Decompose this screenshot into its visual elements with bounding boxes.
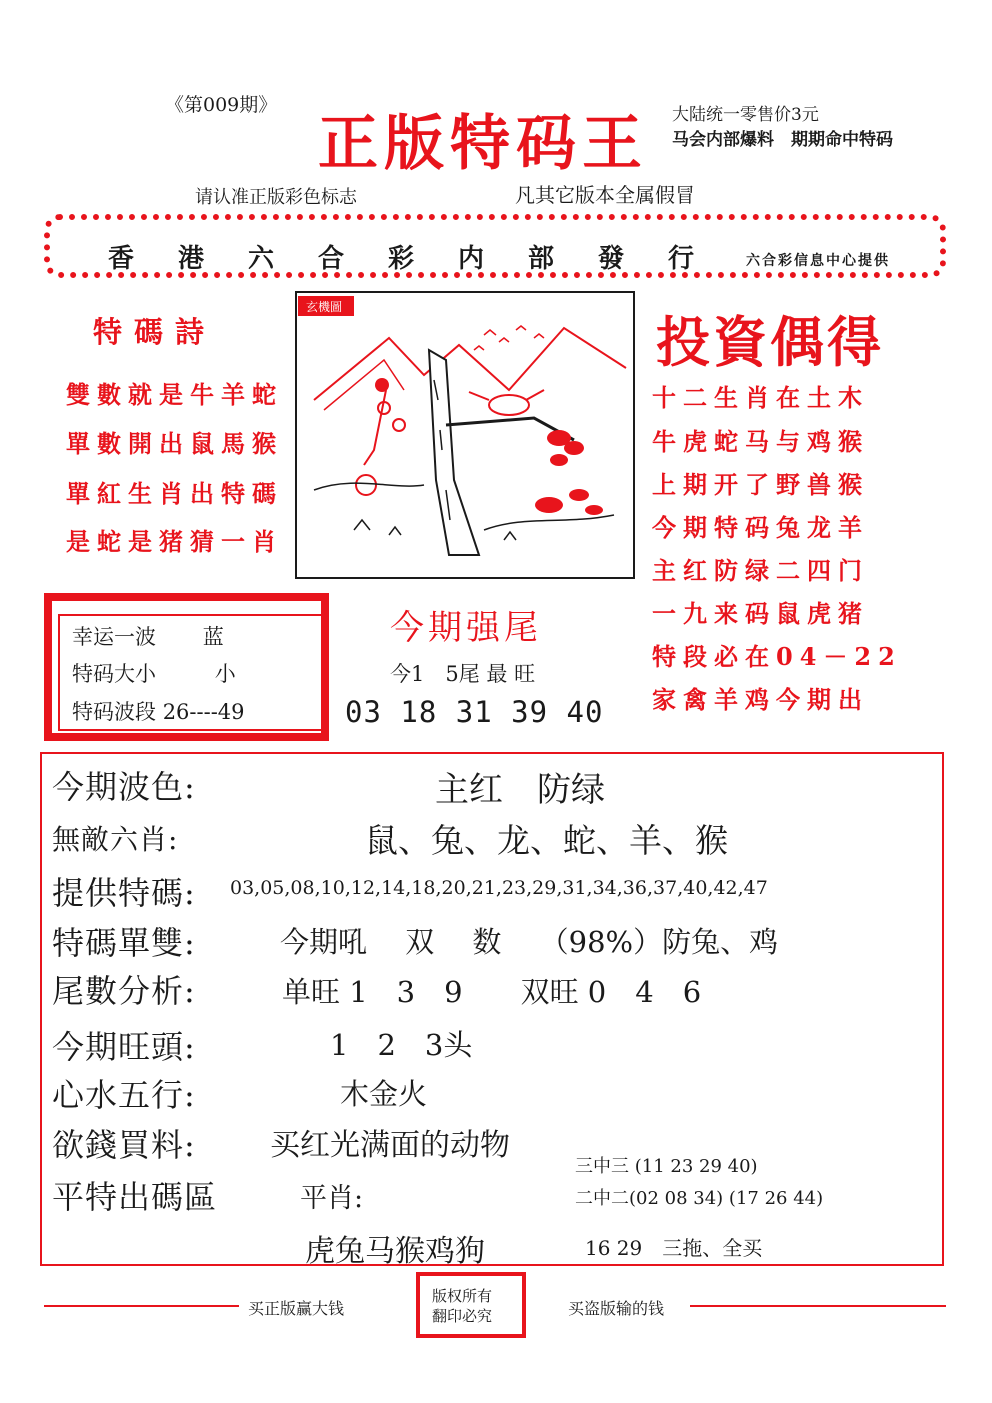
poem-line: 是蛇是猪猜一肖 — [66, 527, 283, 556]
picture-seal-text: 玄機圖 — [306, 300, 343, 314]
row-value-riddle: 买红光满面的动物 — [270, 1128, 510, 1163]
lucky-label: 特码波段 — [72, 700, 156, 724]
row-value-lead-digit: 1 2 3头 — [330, 1028, 473, 1062]
strong-tail-title: 今期强尾 — [390, 608, 542, 648]
invest-line: 牛虎蛇马与鸡猴 — [652, 427, 869, 456]
strong-tail-subtitle: 今1 5尾 最 旺 — [390, 662, 536, 686]
invest-line: 主红防绿二四门 — [652, 556, 869, 585]
banner-provider: 六合彩信息中心提供 — [746, 253, 890, 269]
insider-note: 马会内部爆料 期期命中特码 — [672, 130, 893, 150]
issue-number: 《第009期》 — [165, 94, 278, 116]
row-value-five-elements: 木金火 — [340, 1077, 428, 1111]
authentic-notice: 请认准正版彩色标志 — [195, 187, 357, 208]
invest-line: 今期特码兔龙羊 — [652, 513, 869, 542]
combo-three: 三中三 (11 23 29 40) — [575, 1156, 758, 1177]
invest-line: 上期开了野兽猴 — [652, 470, 869, 499]
lucky-row-wave — [72, 621, 224, 651]
row-value-six-zodiac: 鼠、兔、龙、蛇、羊、猴 — [365, 821, 728, 860]
row-label-lead-digit: 今期旺頭: — [52, 1028, 196, 1066]
counterfeit-notice: 凡其它版本全属假冒 — [515, 183, 695, 207]
footer-rule-right — [690, 1305, 946, 1307]
combo-drag: 16 29 三拖、全买 — [585, 1236, 763, 1260]
footer-rule-left — [44, 1305, 239, 1307]
row-label-five-elements: 心水五行: — [52, 1076, 196, 1114]
footer-slogan-right: 买盗版输的钱 — [568, 1299, 665, 1318]
footer-slogan-left: 买正版赢大钱 — [248, 1299, 345, 1318]
invest-line: 十二生肖在土木 — [652, 383, 869, 412]
row-label-special-numbers: 提供特碼: — [52, 874, 196, 912]
lucky-label: 幸运一波 — [72, 625, 156, 649]
banner-text: 香港六合彩内部發行 — [108, 244, 739, 274]
poem-line: 雙數就是牛羊蛇 — [66, 380, 283, 409]
row-label-wave-color: 今期波色: — [52, 768, 196, 806]
lucky-label: 特码大小 — [72, 662, 156, 686]
row-label-tail-analysis: 尾數分析: — [52, 972, 196, 1010]
row-label-riddle: 欲錢買料: — [52, 1126, 196, 1164]
row-label-odd-even: 特碼單雙: — [52, 924, 196, 962]
page-title: 正版特码王 — [318, 109, 648, 179]
copyright-line-2: 翻印必究 — [432, 1307, 493, 1325]
lucky-value: 蓝 — [202, 625, 224, 649]
poem-title: 特碼詩 — [93, 315, 217, 349]
strong-tail-numbers: 03 18 31 39 40 — [345, 695, 604, 729]
invest-line: 特段必在04－22 — [652, 642, 902, 671]
poem-line: 單紅生肖出特碼 — [66, 479, 283, 508]
poem-line: 單數開出鼠馬猴 — [66, 429, 283, 458]
row-value-tail-analysis: 单旺 1 3 9 双旺 0 4 6 — [282, 975, 702, 1009]
row-label-flat-zone: 平特出碼區 — [52, 1178, 218, 1216]
lucky-value: 小 — [214, 662, 236, 686]
lucky-row-size — [72, 658, 236, 688]
invest-title: 投資偶得 — [656, 310, 884, 374]
riddle-picture — [294, 290, 636, 580]
lucky-row-range — [72, 696, 245, 726]
row-value-special-numbers: 03,05,08,10,12,14,18,20,21,23,29,31,34,36,37,40,42,47 — [230, 877, 768, 899]
invest-line: 家禽羊鸡今期出 — [652, 685, 869, 714]
invest-line: 一九来码鼠虎猪 — [652, 599, 869, 628]
row-label-six-zodiac: 無敵六肖: — [52, 823, 179, 856]
row-value-odd-even: 今期吼 双 数 （98%）防兔、鸡 — [280, 925, 779, 959]
price-note: 大陆统一零售价3元 — [672, 105, 819, 125]
row-value-flat-zone: 平肖: — [300, 1183, 364, 1214]
flat-animals: 虎兔马猴鸡狗 — [305, 1234, 485, 1269]
lucky-value: 26----49 — [162, 700, 245, 724]
copyright-line-1: 版权所有 — [432, 1287, 493, 1305]
row-value-wave-color: 主红 防绿 — [435, 770, 605, 810]
combo-two: 二中二(02 08 34) (17 26 44) — [575, 1188, 824, 1209]
